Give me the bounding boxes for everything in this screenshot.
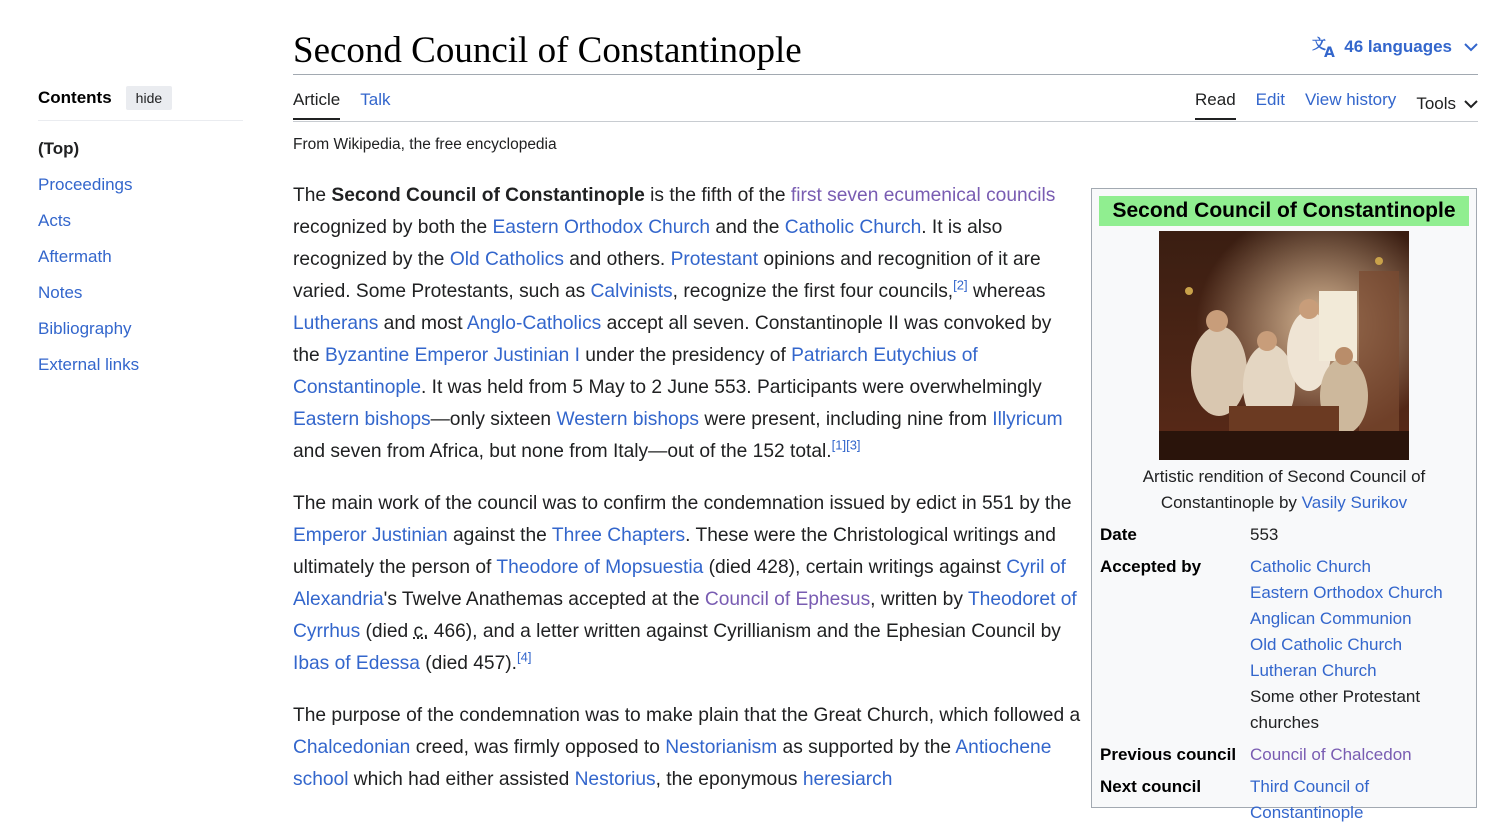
text: (died 428), certain writings against <box>703 557 1007 578</box>
text: . It is also recognized by the <box>293 217 1003 270</box>
infobox-row-next-council <box>1100 772 1470 830</box>
view-tabs <box>1195 88 1478 120</box>
infobox-value: 553 <box>1250 525 1279 544</box>
citation <box>832 438 861 453</box>
text: and others. <box>563 249 671 270</box>
text: . These were the Christological writings and ultimately the person of <box>293 525 1056 578</box>
toc-item-aftermath[interactable]: Aftermath <box>38 247 112 266</box>
tab-talk[interactable]: Talk <box>360 90 391 109</box>
infobox-label: Next council <box>1100 777 1202 796</box>
language-count: 46 languages <box>1344 37 1452 56</box>
link-council-of-chalcedon[interactable]: Council of Chalcedon <box>1250 745 1412 764</box>
infobox <box>1091 188 1477 822</box>
infobox-value <box>1250 772 1470 830</box>
link-lutheran-church[interactable]: Lutheran Church <box>1250 661 1377 680</box>
svg-text:A: A <box>1324 45 1336 58</box>
toc-item-proceedings[interactable]: Proceedings <box>38 175 133 194</box>
text: , the eponymous <box>655 769 803 790</box>
text: —only sixteen <box>430 409 557 430</box>
tab-read[interactable]: Read <box>1195 88 1236 120</box>
text: (died <box>360 621 414 642</box>
text: were present, including nine from <box>699 409 993 430</box>
link-illyricum[interactable]: Illyricum <box>992 409 1063 430</box>
link-old-catholics[interactable]: Old Catholics <box>449 249 564 270</box>
citation <box>517 650 531 665</box>
tab-view-history[interactable]: View history <box>1304 90 1397 109</box>
caption-text: Artistic rendition of Second Council of Constantinople by <box>1142 467 1426 512</box>
citation-link[interactable]: [3] <box>846 437 861 453</box>
text: 's Twelve Anathemas accepted at the <box>383 589 705 610</box>
link-first-seven-councils[interactable]: first seven ecumenical councils <box>790 185 1056 206</box>
text: whereas <box>967 281 1046 302</box>
link-anglican-communion[interactable]: Anglican Communion <box>1250 609 1412 628</box>
link-lutherans[interactable]: Lutherans <box>293 313 379 334</box>
link-eastern-orthodox-church[interactable]: Eastern Orthodox Church <box>1250 583 1443 602</box>
link-chalcedonian[interactable]: Chalcedonian <box>293 737 411 758</box>
infobox-label: Accepted by <box>1100 557 1202 576</box>
toc-item-acts[interactable]: Acts <box>38 211 72 230</box>
infobox-table <box>1100 520 1470 830</box>
chevron-down-icon <box>1464 92 1478 116</box>
table-of-contents <box>38 84 243 389</box>
text: The main work of the council was to confirm the condemnation issued by edict in 551 by the <box>293 493 1072 514</box>
link-calvinists[interactable]: Calvinists <box>590 281 673 302</box>
tabs-divider <box>293 121 1478 122</box>
link-antiochene-school[interactable]: Antiochene school <box>293 737 1052 790</box>
infobox-row-date <box>1100 520 1470 552</box>
link-nestorius[interactable]: Nestorius <box>574 769 656 790</box>
link-cyril-of-alexandria[interactable]: Cyril of Alexandria <box>293 557 1066 610</box>
infobox-value <box>1250 740 1470 772</box>
link-heresiarch[interactable]: heresiarch <box>802 769 893 790</box>
link-council-of-ephesus[interactable]: Council of Ephesus <box>704 589 871 610</box>
text: and the <box>710 217 785 238</box>
infobox-row-previous-council <box>1100 740 1470 772</box>
council-painting-image[interactable] <box>1159 231 1409 460</box>
toc-item-top[interactable]: (Top) <box>38 139 80 158</box>
link-three-chapters[interactable]: Three Chapters <box>551 525 686 546</box>
text: creed, was firmly opposed to <box>410 737 666 758</box>
article-body <box>293 180 1083 816</box>
citation-link[interactable]: [1] <box>831 437 847 453</box>
text: (died 457). <box>419 653 517 674</box>
link-catholic-church[interactable]: Catholic Church <box>784 217 922 238</box>
text: 466), and a letter written against Cyrillianism and the Ephesian Council by <box>428 621 1061 642</box>
toc-item-external-links[interactable]: External links <box>38 355 140 374</box>
text: , written by <box>870 589 968 610</box>
toc-header <box>38 84 243 121</box>
text: The <box>293 185 332 206</box>
accepted-other-text: Some other Protestant churches <box>1250 687 1421 732</box>
link-vasily-surikov[interactable]: Vasily Surikov <box>1301 493 1408 512</box>
text: against the <box>447 525 552 546</box>
link-eastern-bishops[interactable]: Eastern bishops <box>293 409 431 430</box>
link-old-catholic-church[interactable]: Old Catholic Church <box>1250 635 1403 654</box>
chevron-down-icon <box>1464 42 1478 52</box>
link-eastern-orthodox-church[interactable]: Eastern Orthodox Church <box>492 217 711 238</box>
link-nestorianism[interactable]: Nestorianism <box>665 737 778 758</box>
text: . It was held from 5 May to 2 June 553. Participants were overwhelmingly <box>421 377 1042 398</box>
text: , recognize the first four councils, <box>672 281 954 302</box>
link-western-bishops[interactable]: Western bishops <box>556 409 699 430</box>
text: and most <box>378 313 467 334</box>
link-theodore-of-mopsuestia[interactable]: Theodore of Mopsuestia <box>496 557 704 578</box>
infobox-caption <box>1104 464 1464 516</box>
site-tagline: From Wikipedia, the free encyclopedia <box>293 136 557 153</box>
toc-hide-button[interactable]: hide <box>126 86 172 110</box>
tools-label: Tools <box>1416 94 1456 113</box>
text: which had either assisted <box>348 769 575 790</box>
text: under the presidency of <box>579 345 792 366</box>
text: opinions and recognition of it are varied. Some Protestants, such as <box>293 249 1041 302</box>
text: as supported by the <box>777 737 956 758</box>
link-third-council-of-constantinople[interactable]: Third Council of Constantinople <box>1250 777 1370 822</box>
link-emperor-justinian[interactable]: Emperor Justinian <box>293 525 448 546</box>
infobox-row-accepted-by <box>1100 552 1470 740</box>
toc-title: Contents <box>38 88 112 107</box>
svg-text:文: 文 <box>1312 37 1327 53</box>
title-divider <box>293 74 1478 75</box>
link-patriarch-eutychius[interactable]: Patriarch Eutychius of Constantinople <box>293 345 978 398</box>
link-ibas-of-edessa[interactable]: Ibas of Edessa <box>293 653 420 674</box>
infobox-label: Date <box>1100 525 1137 544</box>
tab-edit[interactable]: Edit <box>1255 90 1285 109</box>
infobox-title: Second Council of Constantinople <box>1099 196 1469 226</box>
text: and seven from Africa, but none from Italy—out of the 152 total. <box>293 441 832 462</box>
bold-title: Second Council of Constantinople <box>331 185 645 206</box>
citation <box>953 278 967 293</box>
infobox-label: Previous council <box>1100 745 1237 764</box>
link-catholic-church[interactable]: Catholic Church <box>1250 557 1371 576</box>
link-justinian-i[interactable]: Byzantine Emperor Justinian I <box>325 345 580 366</box>
paragraph-1 <box>293 180 1083 468</box>
toc-item-notes[interactable]: Notes <box>38 283 83 302</box>
text: recognized by both the <box>293 217 493 238</box>
paragraph-2 <box>293 488 1083 680</box>
tab-article[interactable]: Article <box>293 88 340 120</box>
link-protestant[interactable]: Protestant <box>670 249 759 270</box>
page-title: Second Council of Constantinople <box>293 30 802 71</box>
tools-menu-button[interactable] <box>1416 88 1478 120</box>
toc-list <box>38 137 243 389</box>
toc-item-bibliography[interactable]: Bibliography <box>38 319 132 338</box>
paragraph-3 <box>293 700 1083 796</box>
link-theodoret-of-cyrrhus[interactable]: Theodoret of Cyrrhus <box>293 589 1077 642</box>
infobox-value <box>1250 552 1470 740</box>
citation-link[interactable]: [2] <box>953 277 968 293</box>
language-selector-button[interactable] <box>1312 36 1478 58</box>
text: is the fifth of the <box>644 185 791 206</box>
citation-link[interactable]: [4] <box>517 649 532 665</box>
translate-icon <box>1312 36 1338 58</box>
namespace-tabs <box>293 88 390 120</box>
text: accept all seven. Constantinople II was convoked by the <box>293 313 1052 366</box>
text: The purpose of the condemnation was to make plain that the Great Church, which followed a <box>293 705 1081 726</box>
link-anglo-catholics[interactable]: Anglo-Catholics <box>466 313 602 334</box>
circa-abbreviation: c. <box>413 621 429 642</box>
